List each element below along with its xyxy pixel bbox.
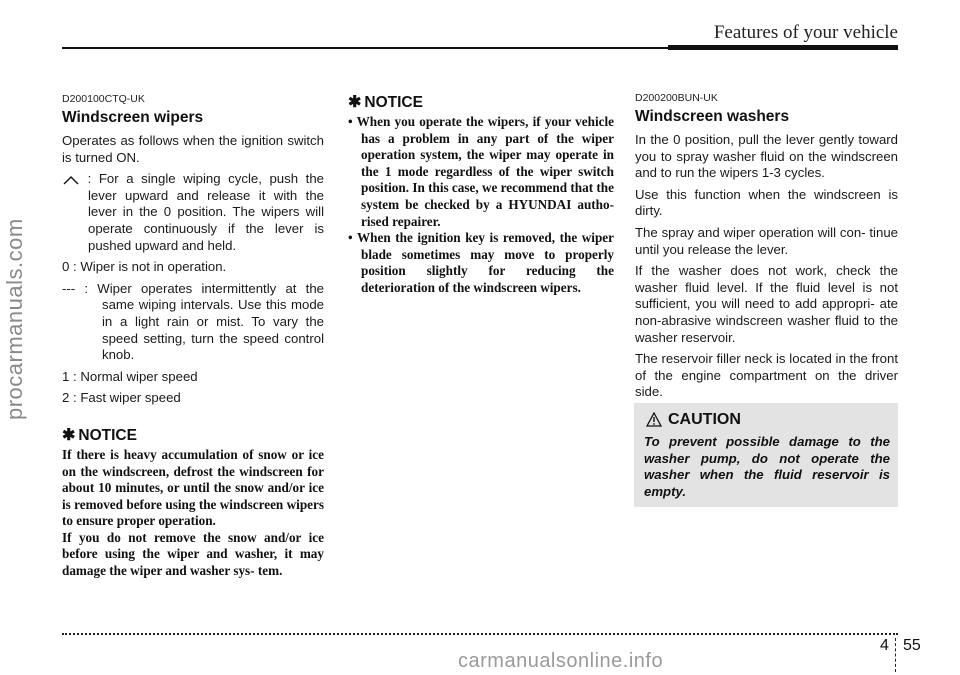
notice-heading	[348, 92, 614, 112]
paragraph: The reservoir filler neck is located in the front of the engine compartment on the driver side.	[635, 351, 898, 400]
cross-star-icon: ✱	[62, 426, 76, 444]
column-notice	[348, 92, 614, 297]
section-title: Windscreen wipers	[62, 109, 204, 126]
bullet-item: • When the ignition key is removed, the wiper blade sometimes may move to properly position slightly for reducing the deterioration of the windscreen wipers.	[348, 230, 614, 295]
page-number: 55	[903, 637, 921, 654]
section-title: Windscreen washers	[635, 108, 790, 125]
notice-heading	[62, 425, 324, 445]
caution-box	[634, 403, 898, 507]
list-item	[62, 281, 324, 364]
bullet-text: When the ignition key is removed, the wiper blade sometimes may move to properly position slightly for reducing the deterioration of the windscreen wipers.	[356, 230, 614, 295]
notice-title-text: NOTICE	[364, 94, 423, 111]
section-code: D200100CTQ-UK	[62, 93, 145, 105]
item-text: : Wiper is not in operation.	[73, 259, 227, 275]
header-title: Features of your vehicle	[713, 22, 898, 43]
item-text: : Wiper operates intermittently at the same wiping intervals. Use this mode in a light rain or mist. To vary the speed setting, turn the speed control knob.	[84, 280, 324, 363]
item-label: 1	[62, 368, 70, 384]
cross-star-icon: ✱	[348, 94, 362, 111]
column-wipers	[62, 80, 324, 580]
item-label: 0	[62, 259, 70, 275]
header-thick-rule	[668, 45, 898, 50]
list-item	[62, 171, 324, 254]
bullet-text: When you operate the wipers, if your vehicle has a problem in any part of the wiper operation system, the wiper may operate in the 1 mode regardless of the wiper switch position. In this case, we recommend that the system be checked by a HYUNDAI autho- rised repairer.	[356, 114, 614, 229]
section-code: D200200BUN-UK	[635, 92, 718, 104]
caution-title: CAUTION	[668, 411, 741, 428]
caution-heading	[646, 411, 741, 429]
notice-bullets	[348, 114, 614, 297]
chapter-number: 4	[880, 637, 889, 654]
page-separator	[895, 638, 896, 672]
column-washers	[635, 92, 898, 406]
notice-text: If you do not remove the snow and/or ice before using the wiper and washer, it may damage the wiper and washer sys- tem.	[62, 529, 324, 579]
footer-watermark: carmanualsonline.info	[458, 650, 664, 672]
list-item	[62, 390, 324, 407]
item-label: 2	[62, 390, 70, 406]
warning-triangle-icon	[646, 412, 662, 427]
caution-text: To prevent possible damage to the washer pump, do not operate the washer when the fluid reservoir is empty.	[644, 434, 890, 499]
list-item	[62, 369, 324, 386]
notice-title-text: NOTICE	[78, 426, 137, 444]
list-item	[62, 259, 324, 276]
intro-paragraph: Operates as follows when the ignition switch is turned ON.	[62, 133, 324, 165]
item-label: ---	[62, 280, 76, 296]
paragraph: The spray and wiper operation will con- tinue until you release the lever.	[635, 224, 898, 257]
notice-text: If there is heavy accumulation of snow or ice on the windscreen, defrost the windscreen for about 10 minutes, or until the snow and/or ice is removed before using the windscreen wipers to ensure proper operation.	[62, 446, 324, 529]
footer-rule	[62, 633, 898, 635]
bullet-item: • When you operate the wipers, if your vehicle has a problem in any part of the wiper operation system, the wiper may operate in the 1 mode regardless of the wiper switch position. In this case, we recommend that the system be checked by a HYUNDAI autho- rised repairer.	[348, 114, 614, 229]
paragraph: Use this function when the windscreen is dirty.	[635, 186, 898, 219]
item-text: : Normal wiper speed	[73, 368, 198, 384]
paragraph: In the 0 position, pull the lever gently toward you to spray washer fluid on the windscreen and to run the wipers 1-3 cycles.	[635, 132, 898, 181]
item-text: : For a single wiping cycle, push the lever upward and release it with the lever in the 0 position. The wipers will operate continuously if the lever is pushed upward and held.	[87, 171, 324, 253]
paragraph: If the washer does not work, check the washer fluid level. If the fluid level is not sufficient, you will need to add appropri- ate non-abrasive windscreen washer fluid to the washer reservoir.	[635, 263, 898, 345]
item-text: : Fast wiper speed	[73, 390, 181, 406]
mist-caret-icon	[62, 175, 80, 185]
side-watermark: procarmanuals.com	[2, 218, 27, 420]
